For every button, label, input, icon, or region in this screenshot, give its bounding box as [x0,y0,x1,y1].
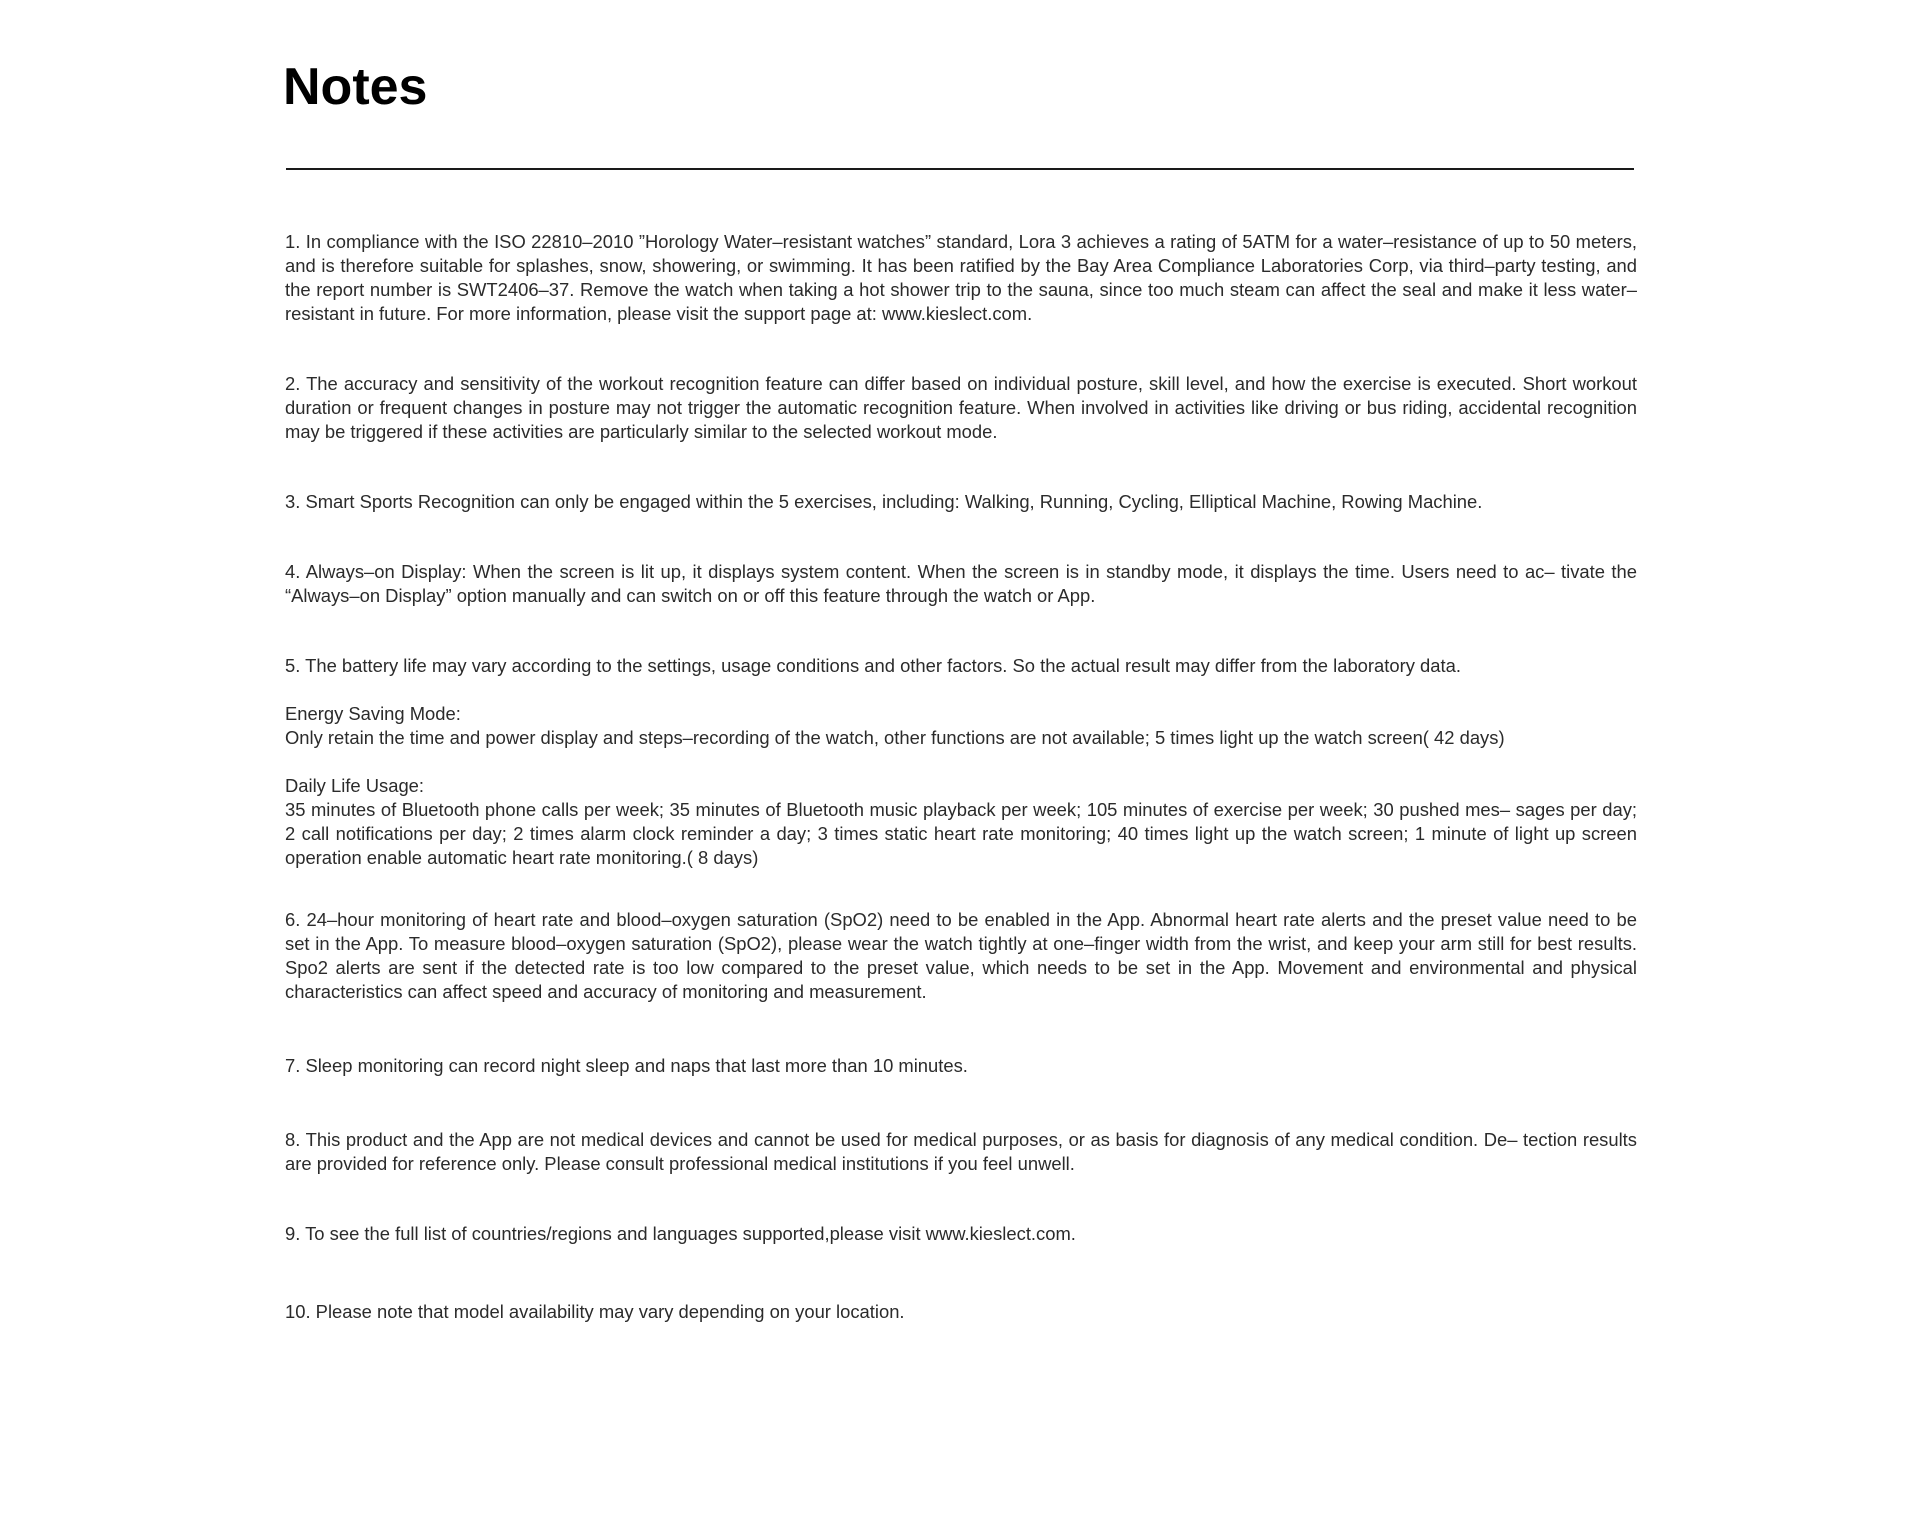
note-6: 6. 24–hour monitoring of heart rate and blood–oxygen saturation (SpO2) need to be enabled in the App. Abnormal heart rate alerts and the preset value need to be set in the App. To measure blood–oxygen saturation (SpO2), please wear the watch tightly at one–finger width from the wrist, and keep your arm still for best results. Spo2 alerts are sent if the detected rate is too low compared to the preset value, which needs to be set in the App. Movement and environmental and physical characteristics can affect speed and accuracy of monitoring and measurement. [285,909,1637,1002]
energy-saving-text: Only retain the time and power display and steps–recording of the watch, other functions are not available; 5 times light up the watch screen( 42 days) [285,727,1505,748]
note-2: 2. The accuracy and sensitivity of the workout recognition feature can differ based on individual posture, skill level, and how the exercise is executed. Short workout duration or frequent changes in posture may not trigger the automatic recognition feature. When involved in activities like driving or bus riding, accidental recognition may be triggered if these activities are particularly similar to the selected workout mode. [285,373,1637,442]
note-7: 7. Sleep monitoring can record night sleep and naps that last more than 10 minutes. [285,1055,968,1076]
note-1: 1. In compliance with the ISO 22810–2010 ”Horology Water–resistant watches” standard, Lora 3 achieves a rating of 5ATM for a water–resistance of up to 50 meters, and is therefore suitable for splashes, snow, showering, or swimming. It has been ratified by the Bay Area Compliance Laboratories Corp, via third–party testing, and the report number is SWT2406–37. Remove the watch when taking a hot shower trip to the sauna, since too much steam can affect the seal and make it less water–resistant in future. For more information, please visit the support page at: www.kieslect.com. [285,231,1637,324]
note-4: 4. Always–on Display: When the screen is lit up, it displays system content. When the screen is in standby mode, it displays the time. Users need to ac– tivate the “Always–on Display” option manually and can switch on or off this feature through the watch or App. [285,561,1637,606]
note-5 [285,654,1637,870]
title-divider [286,168,1634,170]
note-5-intro: 5. The battery life may vary according to the settings, usage conditions and other factors. So the actual result may differ from the laboratory data. [285,655,1461,676]
notes-list [285,230,1637,1324]
energy-saving-label: Energy Saving Mode: [285,703,461,724]
note-8: 8. This product and the App are not medical devices and cannot be used for medical purposes, or as basis for diagnosis of any medical condition. De– tection results are provided for reference only. Please consult professional medical institutions if you feel unwell. [285,1129,1637,1174]
daily-life-label: Daily Life Usage: [285,775,425,796]
note-9: 9. To see the full list of countries/regions and languages supported,please visit www.kieslect.com. [285,1223,1076,1244]
note-10: 10. Please note that model availability may vary depending on your location. [285,1301,905,1322]
note-3: 3. Smart Sports Recognition can only be engaged within the 5 exercises, including: Walking, Running, Cycling, Elliptical Machine, Rowing Machine. [285,491,1483,512]
daily-life-text: 35 minutes of Bluetooth phone calls per week; 35 minutes of Bluetooth music playback per week; 105 minutes of exercise per week; 30 pushed mes– sages per day; 2 call notifications per day; 2 times alarm clock reminder a day; 3 times static heart rate monitoring; 40 times light up the watch screen; 1 minute of light up screen operation enable automatic heart rate monitoring.( 8 days) [285,799,1637,868]
page-title: Notes [283,58,428,116]
